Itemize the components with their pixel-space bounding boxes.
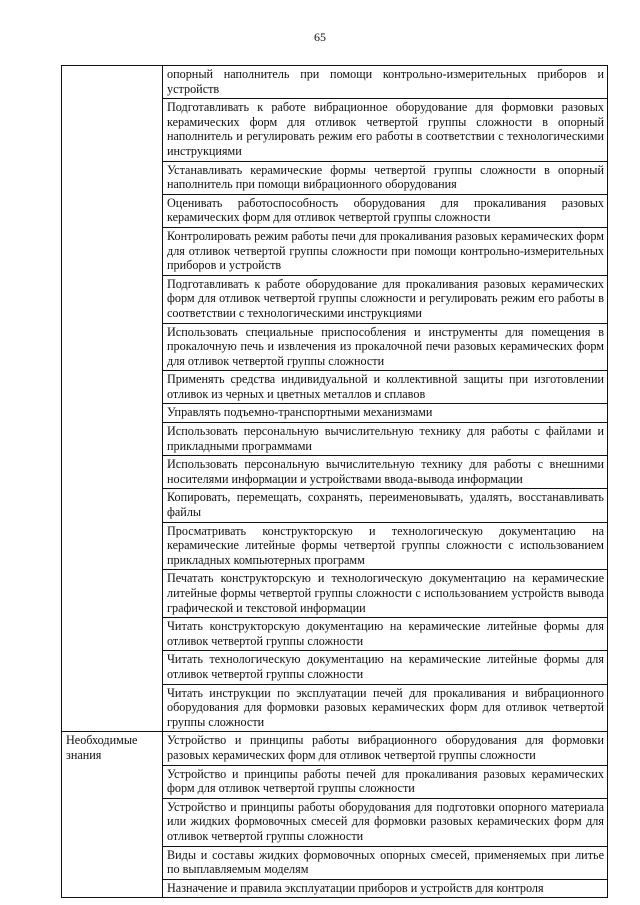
skill-item: Подготавливать к работе вибрационное оборудование для формовки разовых керамических форм для отливок четвертой группы сложности в опорный наполнитель и регулировать режим его работы в соответствии с технологическими инструкциями: [163, 99, 608, 161]
skill-item: Устанавливать керамические формы четвертой группы сложности в опорный наполнитель при помощи вибрационного оборудования: [163, 161, 608, 194]
skill-item: Читать технологическую документацию на керамические литейные формы для отливок четвертой группы сложности: [163, 651, 608, 684]
skill-item: Управлять подъемно-транспортными механизмами: [163, 404, 608, 423]
skill-item: Оценивать работоспособность оборудования для прокаливания разовых керамических форм для отливок четвертой группы сложности: [163, 194, 608, 227]
skill-item: Печатать конструкторскую и технологическую документацию на керамические литейные формы четвертой группы сложности с использованием устройств вывода графической и текстовой информации: [163, 570, 608, 618]
page-number: 65: [314, 30, 326, 44]
skill-item: Использовать персональную вычислительную технику для работы с внешними носителями информации и устройствами ввода-вывода информации: [163, 456, 608, 489]
knowledge-item: Устройство и принципы работы оборудования для подготовки опорного материала или жидких формовочных смесей для формовки разовых керамических форм для отливок четвертой группы сложности: [163, 798, 608, 846]
table-row: [62, 732, 608, 765]
table-row: [62, 66, 608, 99]
skill-item: Контролировать режим работы печи для прокаливания разовых керамических форм для отливок четвертой группы сложности при помощи контрольно-измерительных приборов и устройств: [163, 227, 608, 275]
skill-item: Использовать специальные приспособления и инструменты для помещения в прокалочную печь и извлечения из прокалочной печи разовых керамических форм для отливок четвертой группы сложности: [163, 323, 608, 371]
skill-item: опорный наполнитель при помощи контрольно-измерительных приборов и устройств: [163, 66, 608, 99]
skill-item: Использовать персональную вычислительную технику для работы с файлами и прикладными программами: [163, 423, 608, 456]
skill-item: Применять средства индивидуальной и коллективной защиты при изготовлении отливок из черных и цветных металлов и сплавов: [163, 371, 608, 404]
requirements-table: [61, 65, 608, 898]
knowledge-item: Устройство и принципы работы печей для прокаливания разовых керамических форм для отливок четвертой группы сложности: [163, 765, 608, 798]
skill-item: Читать инструкции по эксплуатации печей для прокаливания и вибрационного оборудования для формовки разовых керамических форм для отливок четвертой группы сложности: [163, 684, 608, 732]
knowledge-item: Устройство и принципы работы вибрационного оборудования для формовки разовых керамических форм для отливок четвертой группы сложности: [163, 732, 608, 765]
skill-item: Читать конструкторскую документацию на керамические литейные формы для отливок четвертой группы сложности: [163, 618, 608, 651]
knowledge-item: Назначение и правила эксплуатации приборов и устройств для контроля: [163, 879, 608, 898]
skills-label-cell: [62, 66, 163, 732]
skill-item: Просматривать конструкторскую и технологическую документацию на керамические литейные формы четвертой группы сложности с использованием прикладных компьютерных программ: [163, 522, 608, 570]
knowledge-item: Виды и составы жидких формовочных опорных смесей, применяемых при литье по выплавляемым моделям: [163, 846, 608, 879]
skill-item: Подготавливать к работе оборудование для прокаливания разовых керамических форм для отливок четвертой группы сложности и регулировать режим его работы в соответствии с технологическими инструкциями: [163, 275, 608, 323]
skill-item: Копировать, перемещать, сохранять, переименовывать, удалять, восстанавливать файлы: [163, 489, 608, 522]
knowledge-label: Необходимые знания: [62, 732, 163, 898]
